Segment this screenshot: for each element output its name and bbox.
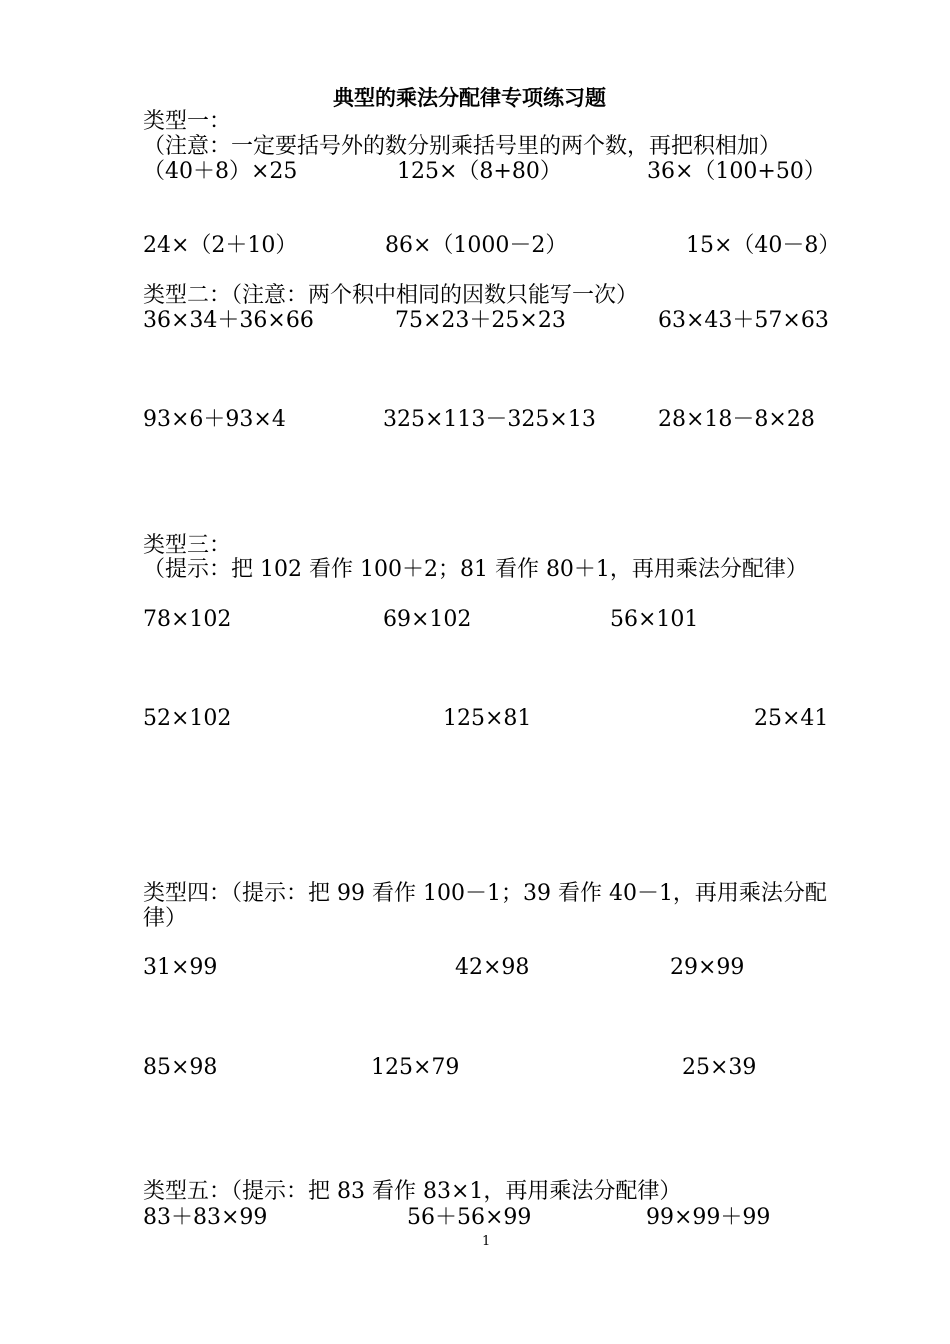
type4-problem: 85×98	[143, 1055, 218, 1080]
type1-problem: （40＋8）×25	[143, 159, 298, 184]
type4-heading-continued: 律）	[143, 906, 188, 931]
type3-note: （提示：把 102 看作 100＋2；81 看作 80＋1，再用乘法分配律）	[143, 557, 808, 582]
type4-problem: 125×79	[371, 1055, 460, 1080]
type5-problem: 83＋83×99	[143, 1205, 268, 1230]
type2-heading: 类型二：（注意：两个积中相同的因数只能写一次）	[143, 283, 639, 308]
type4-heading: 类型四：（提示：把 99 看作 100－1；39 看作 40－1，再用乘法分配	[143, 881, 827, 906]
type1-heading: 类型一：	[143, 109, 232, 134]
type3-problem: 69×102	[383, 607, 472, 632]
page-title: 典型的乘法分配律专项练习题	[333, 85, 606, 110]
type3-problem: 78×102	[143, 607, 232, 632]
type5-heading: 类型五：（提示：把 83 看作 83×1，再用乘法分配律）	[143, 1179, 682, 1204]
type3-problem: 125×81	[443, 706, 532, 731]
type1-problem: 15×（40－8）	[686, 233, 841, 258]
type2-problem: 28×18－8×28	[658, 407, 815, 432]
type5-problem: 56＋56×99	[407, 1205, 532, 1230]
type2-problem: 63×43＋57×63	[658, 308, 829, 333]
type3-problem: 25×41	[754, 706, 829, 731]
type1-problem: 125×（8+80）	[397, 159, 562, 184]
page-number: 1	[482, 1234, 491, 1249]
type3-heading: 类型三：	[143, 533, 232, 558]
type4-problem: 31×99	[143, 955, 218, 980]
type2-problem: 36×34＋36×66	[143, 308, 314, 333]
type1-problem: 24×（2＋10）	[143, 233, 298, 258]
type5-problem: 99×99＋99	[646, 1205, 771, 1230]
type2-problem: 325×113－325×13	[383, 407, 596, 432]
type1-problem: 86×（1000－2）	[385, 233, 568, 258]
type4-problem: 25×39	[682, 1055, 757, 1080]
type2-problem: 93×6＋93×4	[143, 407, 286, 432]
type3-problem: 56×101	[610, 607, 699, 632]
type4-problem: 29×99	[670, 955, 745, 980]
type3-problem: 52×102	[143, 706, 232, 731]
type4-problem: 42×98	[455, 955, 530, 980]
type1-note: （注意：一定要括号外的数分别乘括号里的两个数，再把积相加）	[143, 134, 782, 159]
type1-problem: 36×（100+50）	[647, 159, 826, 184]
type2-problem: 75×23＋25×23	[395, 308, 566, 333]
